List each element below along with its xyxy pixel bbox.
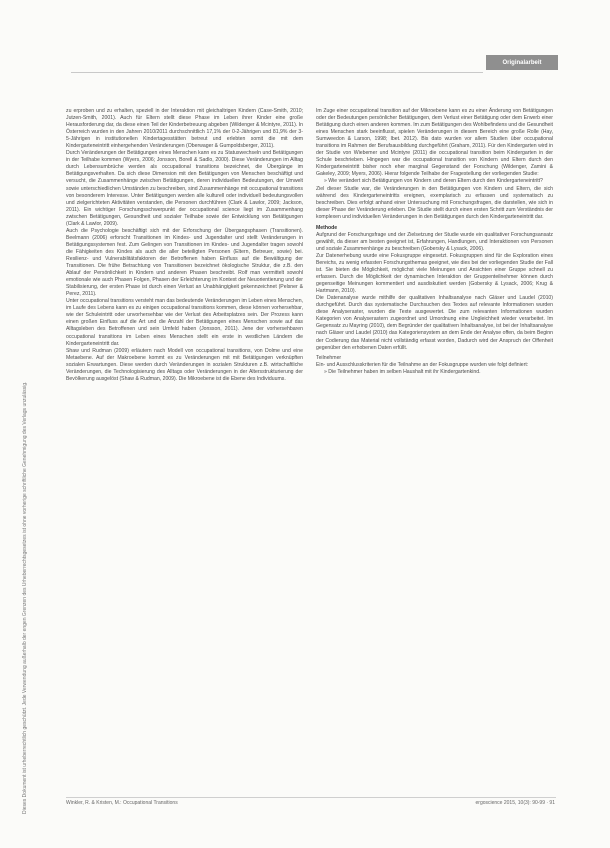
paragraph: Durch Veränderungen der Betätigungen eines Menschen kann es zu Statuswechseln und Betätigungen in der Teilhabe kommen (Wyers, 2006; Jonsson, Borell & Sadlo, 2000). Diese Veränderungen im Alltag durch Lebensumbrüche werden als occupational transitions bezeichnet, die Übergänge im Betätigungsverhalten. Da sich diese Dimension mit den Betätigungen von Menschen beschäftigt und versucht, die Zusammenhänge zwischen Betätigungen, deren individuellen Bedeutungen, der Umwelt sowie unterschiedlichen Umständen zu beschreiben, sind Zusammenhänge mit occupational transitions von besonderem Interesse. Unter Betätigungen werden alle kulturell oder individuell bedeutungsvollen und zielgerichteten Aktivitäten verstanden, die Personen durchführen (Clark & Lawlor, 2009; Jackson, 2011). Ein wichtiger Forschungsschwerpunkt der occupational science liegt im Zusammenhang zwischen Betätigungen, Gesundheit und sozialer Teilhabe sowie der Entwicklung von Betätigungen (Clark & Lawlor, 2009). [66,150,303,227]
paragraph: Die Datenanalyse wurde mithilfe der qualitativen Inhaltsanalyse nach Gläser und Laudel (2010) durchgeführt. Durch das systematische Durchsuchen des Textes auf relevante Informationen wurden diese Analyseraster, wurden die Texte ausgewertet. Die zum relevanten Informationen wurden Kategorien von Analyserastern zugeordnet und Umordnung eine Ungleichheit wieder verarbeitet. Im Gegensatz zu Mayring (2010), dem Begründer der qualitativen Inhaltsanalyse, ist bei der Inhaltsanalyse nach Gläser und Laudel (2010) das Kategoriensystem an dem Ende der Analyse offen, da beim Beginn der Codierung das Material nicht vollständig erfasst worden, Dadurch wird der Anspruch der Offenheit gegenüber den erhobenen Daten erfüllt. [316,295,553,351]
footer-journal: ergoscience 2015, 10(3): 90-99 · 91 [475,800,555,806]
paragraph: Ziel dieser Studie war, die Veränderungen in den Betätigungen von Kindern und Eltern, die sich während des Kindergarteneintritts ereignen, exemplarisch zu erfassen und systematisch zu beschreiben. Dies erfolgt anhand einer Untersuchung mit Forschungsfragen, die darstellen, wie sich in dieser Phase der Veränderung erleben. Die Studie stellt durch einen ersten Schritt zum Verständnis der komplexen und individuellen Veränderungen in den Betätigungen durch den Kindergarteneintritt dar. [316,185,553,220]
paragraph: Unter occupational transitions versteht man das bedeutende Veränderungen im Leben eines Menschen, im Laufe des Lebens kann es zu einigen occupational transitions kommen, diese können vorhersehbar, wie der Schuleintritt oder unvorhersehbar wie der Verlust des Arbeitsplatzes sein. Der Prozess kann einen großen Einfluss auf die Art und die Anzahl der Betätigungen eines Menschen sowie auf das Alltagsleben des Betroffenen und sein Umfeld haben (Jonsson, 2011). Jene der vorhersehbaren occupational transitions im Leben eines Menschen stellt ein erste in westlichen Ländern die Kindergarteneintritt dar. [66,298,303,347]
subheading-teilnehmer: Teilnehmer [316,354,342,361]
footer-rule [66,797,556,798]
research-question: » Wie verändert sich Betätigungen von Kindern und deren Eltern durch den Kindergarteneintritt? [324,178,543,185]
paragraph: Auch die Psychologie beschäftigt sich mit der Erforschung der Übergangsphasen (Transitionen). Beelmann (2006) erforscht Transitionen im Kindes- und Jugendalter und stellt Veränderungen in Betätigungssystemen fest. Zum Gelingen von Transitionen im Kindes- und Jugendalter tragen sowohl die Fähigkeiten des Kindes als auch die aller beteiligten Personen (Eltern, Betreuer, sowie) bei. Resilienz- und Vulnerabilitätsfaktoren der Betroffenen haben Einfluss auf die Bewältigung der Transitionen. Die frühe Betrachtung von Transitionen bezeichnet ökologische Struktur, die z.B. den Ablauf der Persönlichkeit in Kindern und anderen Phasen beschreibt. Rolf man vermittelt sowohl emotionale wie auch Phasen Folgen, Phasen der Erleichterung im Kontext der Neuorientierung und der Stabilisierung, der ersten Phase ist durch einen Verlust an Unabhängigkeit gekennzeichnet (Pelsner & Perez, 2011). [66,227,303,298]
section-heading-methode: Methode [316,224,338,231]
paragraph: Im Zuge einer occupational transition auf der Mikroebene kann es zu einer Änderung von Betätigungen oder der Bedeutungen persönlicher Betätigungen, dem Verlust einer Betätigung oder dem Erwerb einer Betätigung durch einen anderen kommen. Im zum Betätigungen des Wohlbefindens und die Gesundheit eines Menschen stark beeinflusst, spielen Veränderungen in diesem Bereich eine große Rolle (Hay, Sumweedon & Larson, 1998; Ibet. 2012). Bis dato wurden vor allem Studien über occupational transitions im Rahmen der Berufsausbildung durchgeführt (Graham, 2011). Für den Kindergarten wird in der Studie von Wiebemer und Mcintyre (2011) die occupational transition beim Kindergarten in der Schule beschrieben. Hingegen war die occupational transition von Kindern und Eltern durch den Kindergarteneintritt bisher noch eher marginal Gegenstand der Forschung (Wildenger, Zamini & Gakeley, 2009; Myers, 2006). Hierar folgende Teilhabe der Fragestellung der vorliegenden Studie: [316,108,553,178]
research-question-text: Wie verändert sich Betätigungen von Kindern und deren Eltern durch den Kindergarteneintritt? [328,178,543,185]
paragraph: Shaw und Rudman (2009) erläutern nach Modell von occupational transitions, von Dolme und eine Metaebene. Auf der Makroebene kommt es zu Veränderungen mit mit Betätigungen verknüpften sozialen Erwartungen. Diese werden durch Veränderungen in sozialen Strukturen z.B. wirtschaftliche Veränderungen, die Technologisierung des Alltags oder Veränderungen in der Altersstrukturierung der Bevölkerung ausgelöst (Shaw & Rudman, 2009). Die Mikroebene ist die Ebene des Individuums. [66,347,303,382]
paragraph: Ein- und Ausschlusskriterien für die Teilnahme an der Fokusgruppe wurden wie folgt definiert: [316,361,529,368]
copyright-notice: Dieses Dokument ist urheberrechtlich geschützt. Jede Verwendung außerhalb der engen Grenzen des Urheberrechtsgesetzes ist ohne vorherige schriftliche Genehmigung des Verlags unzulässig. [22,381,28,814]
paragraph: Aufgrund der Forschungsfrage und der Zielsetzung der Studie wurde ein qualitativer Forschungsansatz gewählt, da dieser am besten geeignet ist, Erfahrungen, Handlungen, und Interaktionen von Personen und soziale Zusammenhänge zu beschreiben (Gobersky & Lysack, 2006). [316,231,553,252]
paragraph: zu erproben und zu erhalten, speziell in der Interaktion mit gleichaltrigen Kindern (Case-Smith, 2010; Jutzen-Smith, 2001). Auch für Eltern stellt diese Phase im Leben ihrer Kinder eine große Herausforderung dar, da diese einen Teil der Kinderbetreuung abgeben (Wildenger & Mcintyre, 2011). In Österreich wurden in den Jahren 2010/2011 durchschnittlich 17,1% der 0-2-Jährigen und 81,9% der 3-5-Jährigen in institutionellen Kindertagesstätten betreut und erlebten somit die mit dem Kindergarteneintritt einhergehenden Veränderungen (Oberwager & Gumpoldsberger, 2011). [66,108,303,150]
header-rule [71,72,483,73]
right-column [316,108,553,376]
criteria-item: » Die Teilnehmer haben im selben Haushalt mit ihr Kindergartenkind. [324,368,481,375]
criteria-item-text: Die Teilnehmer haben im selben Haushalt mit ihr Kindergartenkind. [328,368,481,375]
left-column [66,108,303,383]
section-badge: Originalarbeit [486,55,558,70]
copyright-sidebar [18,96,32,814]
paragraph: Zur Datenerhebung wurde eine Fokusgruppe eingesetzt. Fokusgruppen sind für die Exploration eines Bereichs, zu wenig erfassten Forschungsthemas geeignet, wie dies bei der vorliegenden Studie der Fall ist. Sie bieten die Möglichkeit, möglichst viele Meinungen und Ansichten einer Gruppe schnell zu erfassen. Durch die Möglichkeit der dynamischen Interaktion der Gruppenteilnehmer können durch gegenseitige Meinungen kommentiert und ausdiskutiert werden (Gobersky & Lysack, 2006; Krug & Hartmann, 2010). [316,252,553,295]
footer-citation: Winkler, R. & Kristen, M.: Occupational Transitions [66,800,178,806]
